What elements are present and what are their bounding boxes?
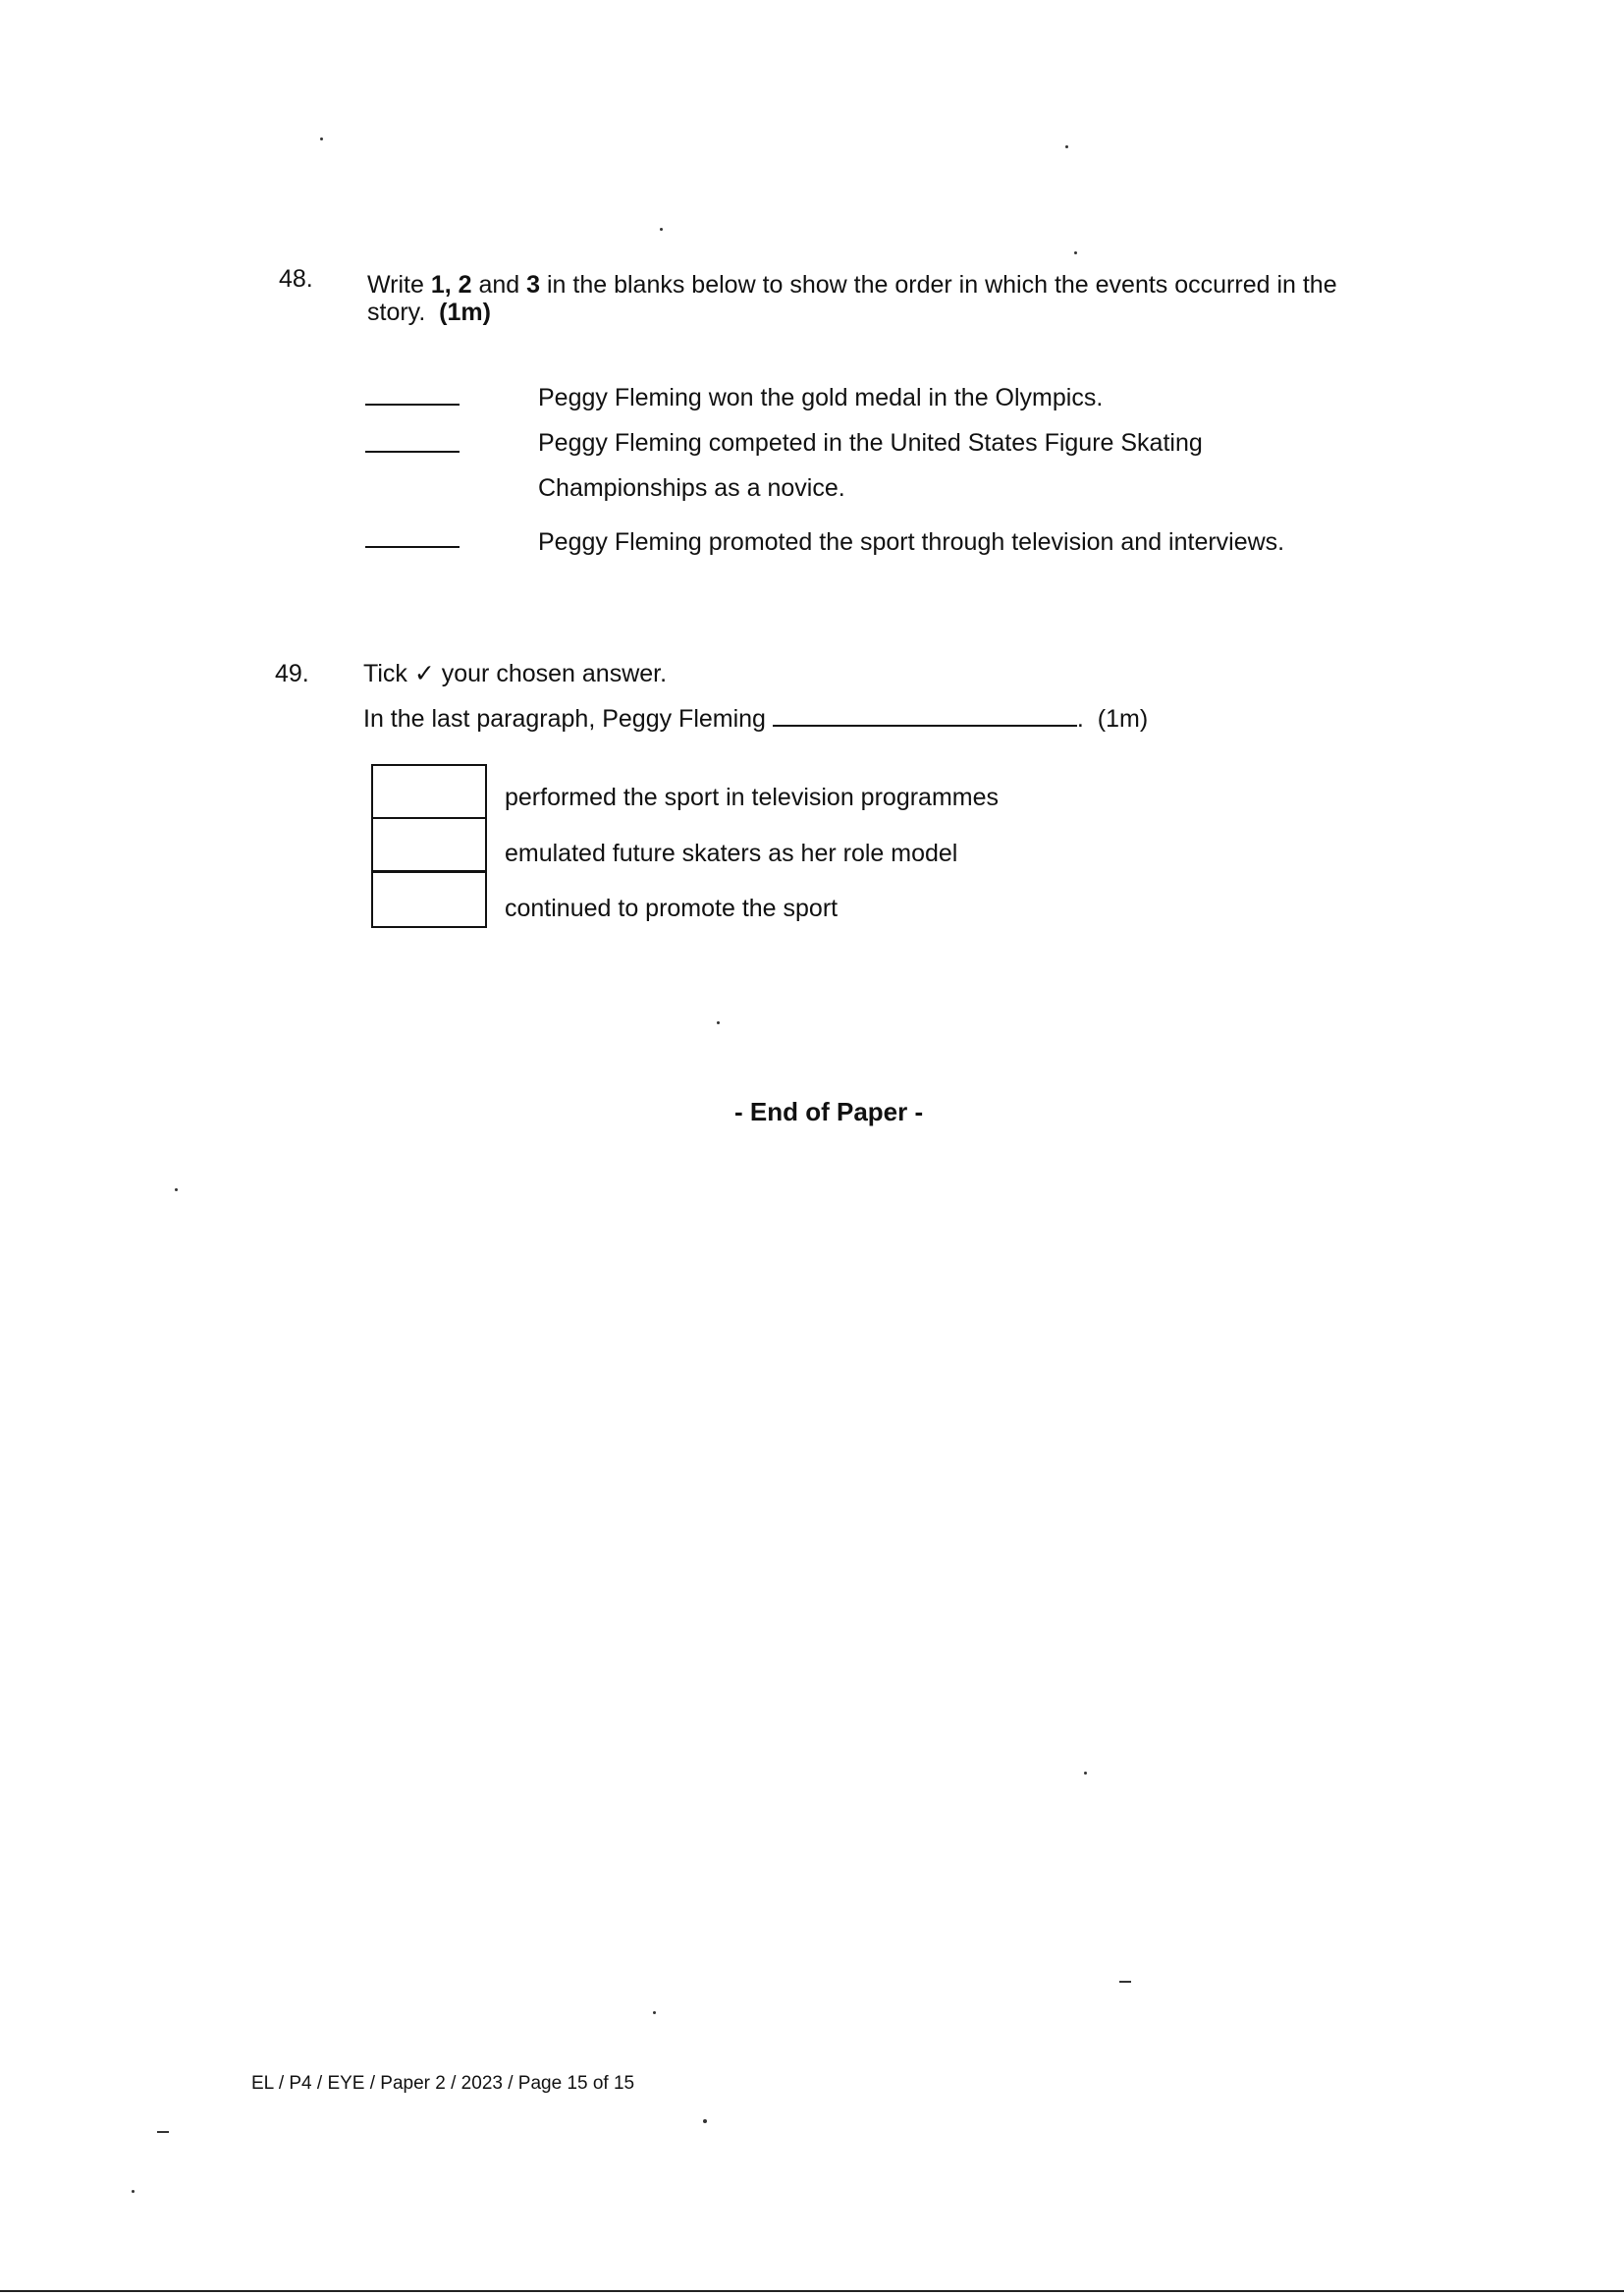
prompt-text-end: in the blanks below to show the order in which the events occurred in the — [540, 271, 1337, 299]
order-blank-3[interactable] — [365, 546, 460, 548]
option-checkbox-1[interactable] — [371, 764, 487, 819]
option-label-1: performed the sport in television programmes — [505, 784, 1000, 811]
scan-speck — [157, 2131, 169, 2133]
scan-speck — [660, 228, 663, 231]
prompt-text-start: Write — [367, 271, 431, 299]
option-checkbox-3[interactable] — [371, 871, 487, 928]
scan-speck — [1074, 251, 1077, 254]
bottom-rule — [0, 2290, 1624, 2292]
option-label-3: continued to promote the sport — [505, 895, 839, 922]
stem-end: . — [1076, 705, 1084, 733]
instruction-tick-text: Tick — [363, 660, 414, 687]
instruction-rest-text: your chosen answer. — [434, 660, 668, 687]
scan-speck — [175, 1188, 178, 1191]
event-olympics-gold: Peggy Fleming won the gold medal in the Olympics. — [538, 384, 1104, 411]
prompt-text-and: and — [471, 271, 527, 299]
prompt-number-3: 3 — [526, 271, 541, 299]
scan-speck — [132, 2190, 135, 2193]
order-blank-2[interactable] — [365, 451, 460, 453]
event-novice-championships-cont: Championships as a novice. — [538, 474, 845, 502]
question-49-number: 49. — [275, 660, 309, 687]
scan-speck — [703, 2119, 707, 2123]
end-of-paper: - End of Paper - — [734, 1097, 924, 1126]
scan-speck — [653, 2011, 656, 2014]
question-49-stem — [363, 705, 1148, 733]
prompt-text-line2: story. — [367, 299, 426, 326]
event-novice-championships: Peggy Fleming competed in the United States Figure Skating — [538, 429, 1203, 457]
stem-text: In the last paragraph, Peggy Fleming — [363, 705, 766, 733]
option-label-2: emulated future skaters as her role model — [505, 840, 958, 867]
question-49-marks: (1m) — [1097, 705, 1149, 733]
scan-speck — [1084, 1772, 1087, 1775]
event-promoted-sport: Peggy Fleming promoted the sport through television and interviews. — [538, 528, 1285, 556]
question-48-prompt — [367, 271, 1408, 326]
question-48-number: 48. — [279, 265, 313, 293]
question-49-instruction — [363, 660, 667, 687]
scan-speck — [717, 1021, 720, 1024]
scan-speck — [1119, 1981, 1131, 1983]
scan-speck — [1065, 145, 1068, 148]
question-48-marks: (1m) — [439, 299, 491, 326]
option-checkbox-2[interactable] — [371, 817, 487, 872]
page-footer: EL / P4 / EYE / Paper 2 / 2023 / Page 15 of 15 — [251, 2073, 635, 2094]
scan-speck — [320, 137, 323, 140]
order-blank-1[interactable] — [365, 404, 460, 406]
prompt-numbers-1-2: 1, 2 — [430, 271, 472, 299]
answer-blank — [773, 705, 1077, 727]
tick-icon: ✓ — [413, 660, 435, 687]
